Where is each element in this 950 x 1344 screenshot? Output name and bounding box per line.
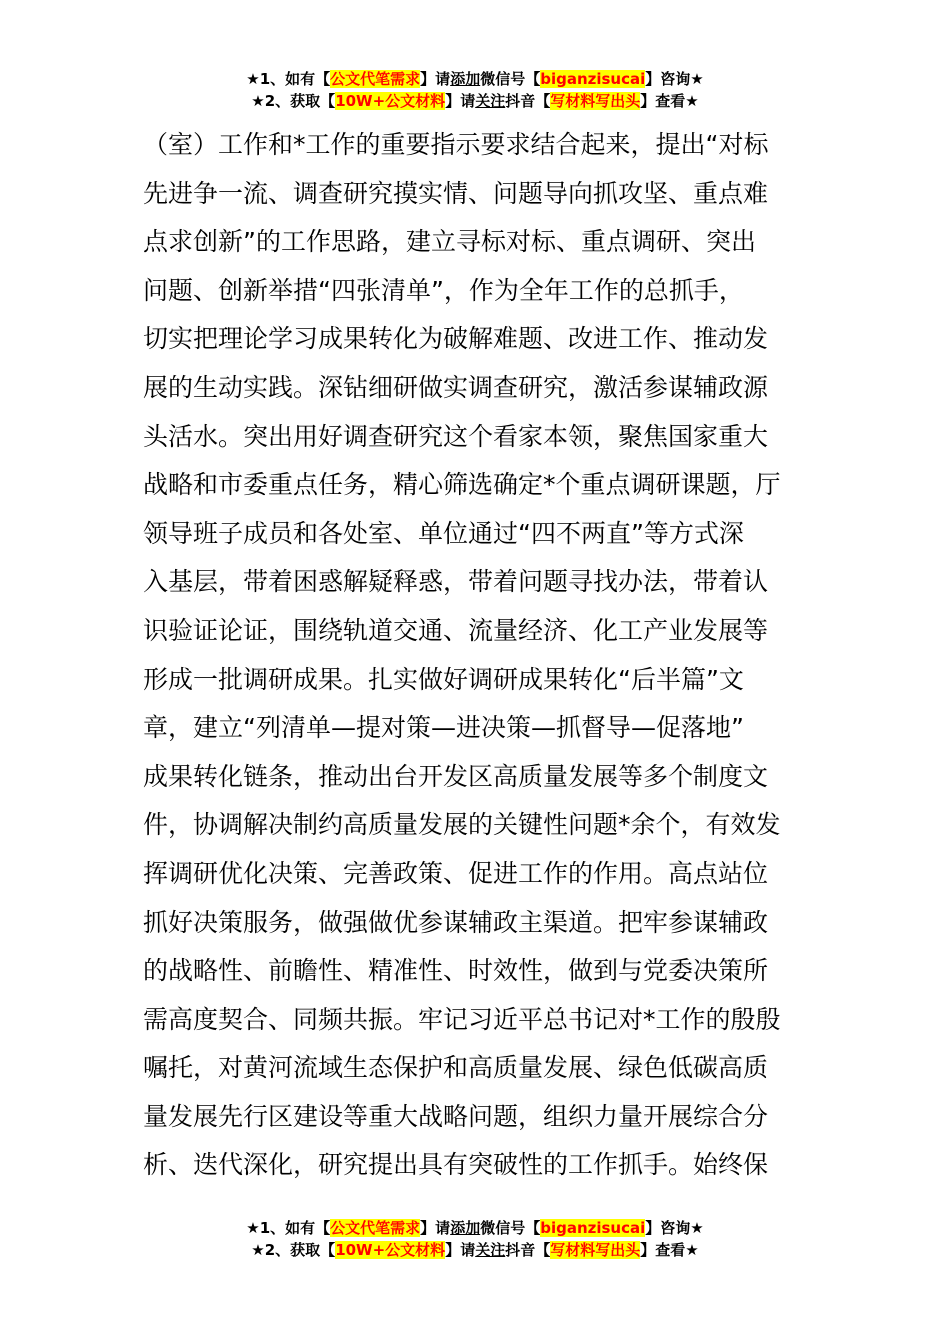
- body-line: 章，建立“列清单—提对策—进决策—抓督导—促落地”: [143, 713, 744, 743]
- body-line: 抓好决策服务，做强做优参谋辅政主渠道。把牢参谋辅政: [143, 907, 769, 937]
- highlight-text: 10W+公文材料: [335, 92, 446, 110]
- body-line: 点求创新”的工作思路，建立寻标对标、重点调研、突出: [143, 227, 756, 257]
- document-body: [143, 121, 813, 1190]
- banner-text: 】请: [445, 1241, 476, 1259]
- highlight-text: 写材料写出头: [550, 92, 641, 110]
- body-line: 战略和市委重点任务，精心筛选确定*个重点调研课题，厅: [143, 470, 781, 500]
- highlight-text: 10W+公文材料: [335, 1241, 446, 1259]
- underlined-text: 添加: [450, 70, 481, 88]
- banner-text: ★1、如有【: [246, 70, 331, 88]
- body-line: 件，协调解决制约高质量发展的关键性问题*余个，有效发: [143, 810, 781, 840]
- body-line: 形成一批调研成果。扎实做好调研成果转化“后半篇”文: [143, 664, 744, 694]
- body-line: 挥调研优化决策、完善政策、促进工作的作用。高点站位: [143, 858, 769, 888]
- body-line: 问题、创新举措“四张清单”，作为全年工作的总抓手，: [143, 275, 744, 305]
- banner-text: 微信号【: [480, 70, 541, 88]
- banner-text: 】查看★: [640, 1241, 699, 1259]
- body-line: 展的生动实践。深钻细研做实调查研究，激活参谋辅政源: [143, 372, 769, 402]
- body-line: 嘱托，对黄河流域生态保护和高质量发展、绿色低碳高质: [143, 1053, 769, 1083]
- body-line: 先进争一流、调查研究摸实情、问题导向抓攻坚、重点难: [143, 178, 769, 208]
- banner-text: ★2、获取【: [251, 92, 336, 110]
- body-line: 识验证论证，围绕轨道交通、流量经济、化工产业发展等: [143, 615, 769, 645]
- highlight-text: 写材料写出头: [550, 1241, 641, 1259]
- underlined-text: 关注: [475, 92, 506, 110]
- body-line: 成果转化链条，推动出台开发区高质量发展等多个制度文: [143, 761, 769, 791]
- body-line: 切实把理论学习成果转化为破解难题、改进工作、推动发: [143, 324, 769, 354]
- body-line: 入基层，带着困惑解疑释惑，带着问题寻找办法，带着认: [143, 567, 769, 597]
- body-line: （室）工作和*工作的重要指示要求结合起来，提出“对标: [143, 130, 769, 159]
- header-banner: [0, 68, 950, 112]
- body-line: 需高度契合、同频共振。牢记习近平总书记对*工作的殷殷: [143, 1004, 781, 1034]
- highlight-text: biganzisucai: [540, 70, 646, 88]
- banner-text: 】请: [420, 70, 451, 88]
- highlight-text: biganzisucai: [540, 1219, 646, 1237]
- banner-text: 抖音【: [505, 1241, 551, 1259]
- banner-text: 】咨询★: [645, 1219, 704, 1237]
- banner-text: 】查看★: [640, 92, 699, 110]
- underlined-text: 添加: [450, 1219, 481, 1237]
- banner-text: ★1、如有【: [246, 1219, 331, 1237]
- highlight-text: 公文代笔需求: [330, 70, 421, 88]
- footer-banner: [0, 1217, 950, 1261]
- banner-text: 】请: [420, 1219, 451, 1237]
- banner-line-2: [0, 1239, 950, 1261]
- banner-text: 微信号【: [480, 1219, 541, 1237]
- banner-line-1: [0, 1217, 950, 1239]
- body-line: 量发展先行区建设等重大战略问题，组织力量开展综合分: [143, 1101, 769, 1131]
- body-line: 的战略性、前瞻性、精准性、时效性，做到与党委决策所: [143, 956, 769, 986]
- body-line: 头活水。突出用好调查研究这个看家本领，聚焦国家重大: [143, 421, 769, 451]
- underlined-text: 关注: [475, 1241, 506, 1259]
- banner-text: 】请: [445, 92, 476, 110]
- body-line: 领导班子成员和各处室、单位通过“四不两直”等方式深: [143, 518, 744, 548]
- banner-text: ★2、获取【: [251, 1241, 336, 1259]
- body-line: 析、迭代深化，研究提出具有突破性的工作抓手。始终保: [143, 1150, 769, 1180]
- banner-text: 】咨询★: [645, 70, 704, 88]
- banner-line-1: [0, 68, 950, 90]
- banner-line-2: [0, 90, 950, 112]
- highlight-text: 公文代笔需求: [330, 1219, 421, 1237]
- banner-text: 抖音【: [505, 92, 551, 110]
